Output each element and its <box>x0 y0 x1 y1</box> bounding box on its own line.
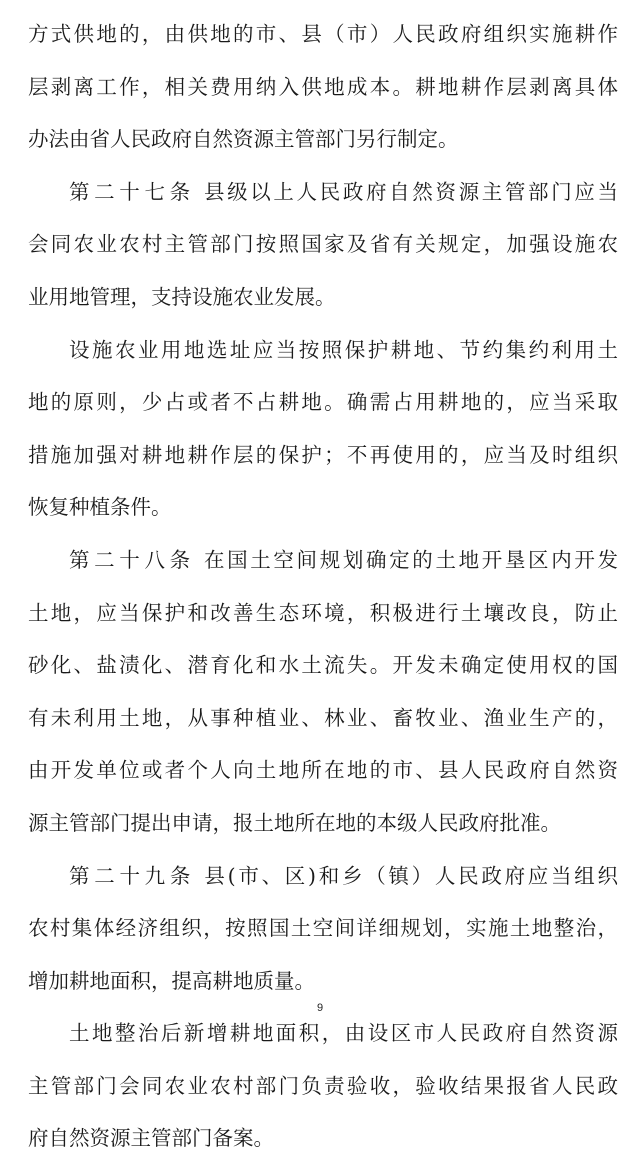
text-line: 府自然资源主管部门备案。 <box>28 1126 274 1151</box>
page-number: 9 <box>316 1002 324 1014</box>
text-line: 设施农业用地选址应当按照保护耕地、节约集约利用土 <box>69 337 618 362</box>
text-span: 县级以上人民政府自然资源主管部门应当 <box>203 179 619 204</box>
text-line: 土地整治后新增耕地面积，由设区市人民政府自然资源 <box>69 1021 618 1046</box>
text-line: 办法由省人民政府自然资源主管部门另行制定。 <box>28 127 459 152</box>
paragraph <box>28 8 618 166</box>
text-line: 源主管部门提出申请，报土地所在地的本级人民政府批准。 <box>28 810 561 835</box>
text-line: 土地，应当保护和改善生态环境，积极进行土壤改良，防止 <box>28 600 618 625</box>
article-heading: 第二十九条 <box>69 863 196 888</box>
text-line: 农村集体经济组织，按照国土空间详细规划，实施土地整治， <box>28 916 618 941</box>
text-line: 层剥离工作，相关费用纳入供地成本。耕地耕作层剥离具体 <box>28 74 618 99</box>
article-heading: 第二十七条 <box>69 179 195 204</box>
text-line: 有未利用土地，从事种植业、林业、畜牧业、渔业生产的， <box>28 705 618 730</box>
article-heading: 第二十八条 <box>69 547 195 572</box>
text-line <box>28 166 618 219</box>
article-28 <box>28 534 618 850</box>
text-line: 业用地管理，支持设施农业发展。 <box>28 284 336 309</box>
text-line: 地的原则，少占或者不占耕地。确需占用耕地的，应当采取 <box>28 390 618 415</box>
text-line: 恢复种植条件。 <box>28 495 172 520</box>
text-line: 会同农业农村主管部门按照国家及省有关规定，加强设施农 <box>28 232 618 257</box>
document-body <box>28 8 618 1165</box>
text-line: 砂化、盐渍化、潜育化和水土流失。开发未确定使用权的国 <box>28 653 618 678</box>
article-29 <box>28 850 618 1008</box>
text-line: 增加耕地面积，提高耕地质量。 <box>28 968 315 993</box>
text-span: 县(市、区)和乡（镇）人民政府应当组织 <box>204 863 618 888</box>
text-line: 由开发单位或者个人向土地所在地的市、县人民政府自然资 <box>28 758 618 783</box>
text-line: 主管部门会同农业农村部门负责验收，验收结果报省人民政 <box>28 1073 618 1098</box>
paragraph <box>28 1007 618 1165</box>
paragraph <box>28 324 618 534</box>
text-line <box>28 534 618 587</box>
text-line: 措施加强对耕地耕作层的保护；不再使用的，应当及时组织 <box>28 442 618 467</box>
article-27 <box>28 166 618 324</box>
text-line: 方式供地的，由供地的市、县（市）人民政府组织实施耕作 <box>28 22 618 46</box>
text-line <box>28 850 618 903</box>
text-span: 在国土空间规划确定的土地开垦区内开发 <box>203 547 619 572</box>
